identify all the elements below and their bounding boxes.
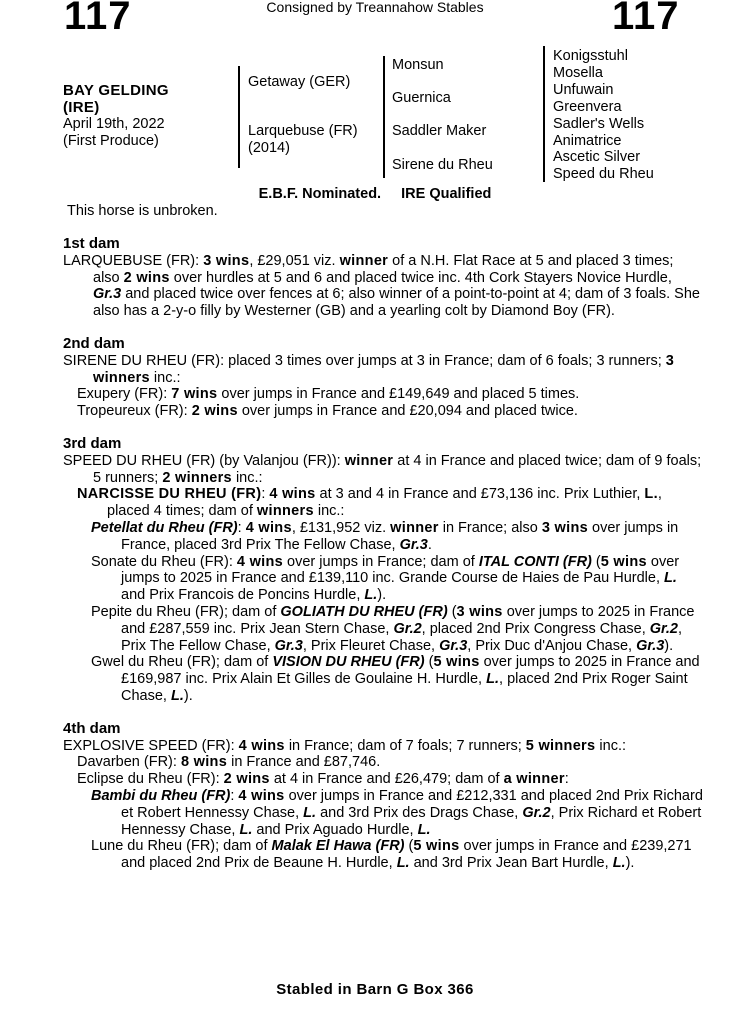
produce-entry bbox=[63, 486, 703, 520]
produce-entry bbox=[63, 520, 703, 554]
emphasis-text: Gr.2 bbox=[393, 620, 422, 637]
emphasis-text: a winner bbox=[503, 771, 565, 788]
emphasis-text: 2 winners bbox=[162, 469, 232, 486]
emphasis-text: Malak El Hawa (FR) bbox=[271, 838, 405, 855]
entry-text: Davarben (FR): bbox=[77, 754, 181, 771]
entry-text: ( bbox=[424, 654, 434, 671]
entry-text: ). bbox=[183, 687, 193, 704]
emphasis-text: Gr.3 bbox=[636, 637, 665, 654]
dam-summary bbox=[63, 738, 703, 755]
g4-name: Konigsstuhl bbox=[553, 48, 628, 64]
entry-text: inc.: bbox=[231, 469, 263, 486]
entry-text: and Prix Francois de Poncins Hurdle, bbox=[121, 587, 365, 604]
emphasis-text: 7 wins bbox=[171, 386, 218, 403]
emphasis-text: 3 wins bbox=[456, 603, 503, 620]
emphasis-text: L. bbox=[486, 671, 500, 688]
entry-text: LARQUEBUSE (FR): bbox=[63, 252, 204, 269]
emphasis-text: Gr.2 bbox=[522, 804, 551, 821]
emphasis-text: L. bbox=[664, 570, 677, 587]
entry-text: , £29,051 viz. bbox=[249, 252, 340, 269]
emphasis-text: winner bbox=[390, 519, 439, 536]
entry-text: ( bbox=[404, 838, 414, 855]
entry-text: ( bbox=[447, 603, 457, 620]
entry-text: ). bbox=[377, 587, 387, 604]
produce-entry bbox=[63, 386, 703, 403]
emphasis-text: 5 wins bbox=[600, 553, 647, 570]
entry-text: and placed twice over fences at 6; also winner of a point-to-point at 4; dam of 3 foals. She also has a 2-y-o filly by Westerner (GB) and a yearling colt by Diamond Boy (FR). bbox=[93, 286, 700, 320]
entry-text: Sonate du Rheu (FR): bbox=[91, 553, 237, 570]
ebf-note: E.B.F. Nominated. bbox=[258, 186, 382, 202]
entry-text: over jumps in France; dam of bbox=[283, 553, 479, 570]
emphasis-text: L. bbox=[170, 687, 184, 704]
emphasis-text: Gr.3 bbox=[439, 637, 468, 654]
entry-text: inc.: bbox=[313, 503, 345, 520]
g4-name: Animatrice bbox=[553, 132, 622, 149]
entry-text: Gwel du Rheu (FR); dam of bbox=[91, 654, 273, 671]
horse-details bbox=[63, 82, 169, 150]
emphasis-text: L. bbox=[303, 804, 317, 821]
pedigree-dam bbox=[248, 123, 358, 157]
emphasis-text: L. bbox=[612, 855, 626, 872]
dam-family-section bbox=[63, 236, 703, 872]
emphasis-text: GOLIATH DU RHEU (FR) bbox=[280, 603, 448, 620]
pedigree-dam-year: (2014) bbox=[248, 140, 290, 156]
emphasis-text: 4 wins bbox=[238, 787, 285, 804]
entry-text: over jumps in France and £149,649 and placed 5 times. bbox=[217, 386, 580, 403]
g4-name: Sadler's Wells bbox=[553, 115, 645, 132]
pedigree-fourth-generation bbox=[553, 48, 654, 183]
foaling-date: April 19th, 2022 bbox=[63, 116, 165, 132]
pedigree-sire-dam: Guernica bbox=[392, 90, 451, 106]
entry-text: over jumps in France and £212,331 and placed 2nd Prix Richard et Robert Hennessy Chase, bbox=[121, 787, 703, 821]
g4-name: Greenvera bbox=[553, 98, 622, 115]
entry-text: : bbox=[261, 486, 270, 503]
dam-summary bbox=[63, 253, 703, 320]
pedigree-dam-sire: Saddler Maker bbox=[392, 123, 487, 139]
entry-text: and 3rd Prix Jean Bart Hurdle, bbox=[409, 855, 613, 872]
emphasis-text: 8 wins bbox=[180, 754, 228, 771]
entry-text: over jumps in France and £239,271 and placed 2nd Prix de Beaune H. Hurdle, bbox=[121, 838, 692, 872]
entry-text: . bbox=[427, 536, 432, 553]
emphasis-text: 5 winners bbox=[525, 737, 596, 754]
entry-text: Tropeureux (FR): bbox=[77, 403, 192, 420]
pedigree-sire: Getaway (GER) bbox=[248, 74, 351, 90]
entry-text: SPEED DU RHEU (FR) (by Valanjou (FR)): bbox=[63, 452, 345, 469]
produce-entry bbox=[63, 604, 703, 654]
entry-text: : bbox=[564, 771, 569, 788]
entry-text: , placed 4 times; dam of bbox=[107, 486, 662, 520]
emphasis-text: L. bbox=[364, 587, 378, 604]
emphasis-text: 5 wins bbox=[413, 838, 460, 855]
entry-text: , placed 2nd Prix Congress Chase, bbox=[421, 620, 650, 637]
entry-text: : bbox=[237, 519, 246, 536]
entry-text: over jumps in France, placed 3rd Prix The Fellow Chase, bbox=[121, 519, 679, 553]
produce-entry bbox=[63, 554, 703, 604]
entry-text: at 3 and 4 in France and £73,136 inc. Prix Luthier, bbox=[315, 486, 645, 503]
emphasis-text: VISION DU RHEU (FR) bbox=[272, 654, 425, 671]
entry-text: inc.: bbox=[149, 369, 181, 386]
produce-entry bbox=[63, 771, 703, 788]
emphasis-text: 2 wins bbox=[191, 403, 238, 420]
entry-text: , Prix The Fellow Chase, bbox=[121, 620, 683, 654]
emphasis-text: 4 wins bbox=[245, 519, 292, 536]
pedigree-bracket-1 bbox=[238, 66, 240, 168]
entry-text: : bbox=[230, 787, 239, 804]
emphasis-text: winners bbox=[256, 503, 314, 520]
pedigree-bracket-3 bbox=[543, 46, 545, 182]
entry-text: , Prix Richard et Robert Hennessy Chase, bbox=[121, 804, 702, 838]
entry-text: at 4 in France and £26,479; dam of bbox=[269, 771, 504, 788]
entry-text: , Prix Fleuret Chase, bbox=[302, 637, 440, 654]
entry-text: in France and £87,746. bbox=[227, 754, 381, 771]
emphasis-text: Gr.3 bbox=[274, 637, 303, 654]
lot-number-left: 117 bbox=[64, 0, 132, 38]
emphasis-text: winner bbox=[344, 452, 394, 469]
pedigree-sire-sire: Monsun bbox=[392, 57, 444, 73]
emphasis-text: Gr.2 bbox=[649, 620, 678, 637]
entry-text: over hurdles at 5 and 6 and placed twice inc. 4th Cork Stayers Novice Hurdle, bbox=[169, 269, 672, 286]
entry-text: , Prix Duc d'Anjou Chase, bbox=[467, 637, 637, 654]
emphasis-text: L. bbox=[239, 821, 253, 838]
emphasis-text: 2 wins bbox=[223, 771, 270, 788]
emphasis-text: 3 wins bbox=[541, 519, 588, 536]
emphasis-text: Gr.3 bbox=[93, 286, 122, 303]
entry-text: in France; also bbox=[438, 519, 542, 536]
emphasis-text: 3 wins bbox=[203, 252, 250, 269]
entry-text: and 3rd Prix des Drags Chase, bbox=[316, 804, 523, 821]
dam-summary bbox=[63, 353, 703, 387]
qualification-notes bbox=[0, 186, 750, 202]
pedigree-bracket-2 bbox=[383, 56, 385, 178]
dam-heading: 4th dam bbox=[63, 719, 121, 737]
lot-number-right: 117 bbox=[612, 0, 680, 38]
emphasis-text: 5 wins bbox=[433, 654, 480, 671]
entry-text: SIRENE DU RHEU (FR): placed 3 times over jumps at 3 in France; dam of 6 foals; 3 runners; bbox=[63, 352, 666, 369]
entry-text: over jumps to 2025 in France and £287,559 inc. Prix Jean Stern Chase, bbox=[121, 603, 695, 637]
entry-text: Lune du Rheu (FR); dam of bbox=[91, 838, 272, 855]
entry-text: in France; dam of 7 foals; 7 runners; bbox=[284, 737, 526, 754]
emphasis-text: L. bbox=[396, 855, 410, 872]
entry-text: over jumps in France and £20,094 and placed twice. bbox=[237, 403, 578, 420]
emphasis-text: Gr.3 bbox=[399, 536, 428, 553]
emphasis-text: 4 wins bbox=[236, 553, 284, 570]
produce-entry bbox=[63, 754, 703, 771]
consignor: Consigned by Treannahow Stables bbox=[266, 0, 484, 15]
horse-description: BAY GELDING bbox=[63, 82, 169, 99]
emphasis-text: 2 wins bbox=[123, 269, 170, 286]
pedigree-dam-name: Larquebuse (FR) bbox=[248, 123, 358, 139]
produce-entry bbox=[63, 403, 703, 420]
dam-heading: 2nd dam bbox=[63, 334, 125, 352]
entry-text: Eclipse du Rheu (FR): bbox=[77, 771, 224, 788]
dam-heading: 3rd dam bbox=[63, 434, 122, 452]
emphasis-text: 4 wins bbox=[269, 486, 316, 503]
dam-heading: 1st dam bbox=[63, 235, 120, 252]
entry-text: over jumps to 2025 in France and £139,110 inc. Grande Course de Haies de Pau Hurdle, bbox=[121, 553, 680, 587]
entry-text: at 4 in France and placed twice; dam of 9 foals; 5 runners; bbox=[93, 452, 702, 486]
unbroken-note: This horse is unbroken. bbox=[67, 203, 218, 219]
entry-text: EXPLOSIVE SPEED (FR): bbox=[63, 737, 239, 754]
produce-entry bbox=[63, 788, 703, 838]
produce-entry bbox=[63, 654, 703, 704]
entry-text: ). bbox=[664, 637, 674, 654]
stabling-footer: Stabled in Barn G Box 366 bbox=[276, 981, 474, 998]
horse-country: (IRE) bbox=[63, 99, 100, 116]
g4-name: Speed du Rheu bbox=[553, 166, 654, 183]
emphasis-text: NARCISSE DU RHEU (FR) bbox=[77, 486, 262, 503]
dam-summary bbox=[63, 453, 703, 487]
entry-text: Pepite du Rheu (FR); dam of bbox=[91, 603, 281, 620]
entry-text: ( bbox=[591, 553, 601, 570]
entry-text: Exupery (FR): bbox=[77, 386, 172, 403]
emphasis-text: ITAL CONTI (FR) bbox=[478, 553, 592, 570]
emphasis-text: Bambi du Rheu (FR) bbox=[91, 787, 231, 804]
emphasis-text: L. bbox=[417, 821, 431, 838]
emphasis-text: 3 winners bbox=[93, 352, 675, 386]
g4-name: Unfuwain bbox=[553, 81, 614, 98]
entry-text: ). bbox=[625, 855, 635, 872]
entry-text: , placed 2nd Prix Roger Saint Chase, bbox=[121, 671, 688, 704]
entry-text: , £131,952 viz. bbox=[291, 519, 391, 536]
ire-note: IRE Qualified bbox=[401, 186, 492, 202]
produce-note: (First Produce) bbox=[63, 133, 159, 149]
entry-text: of a N.H. Flat Race at 5 and placed 3 times; also bbox=[93, 252, 674, 286]
emphasis-text: 4 wins bbox=[238, 737, 285, 754]
emphasis-text: Petellat du Rheu (FR) bbox=[91, 519, 238, 536]
produce-entry bbox=[63, 838, 703, 872]
entry-text: over jumps to 2025 in France and £169,987 inc. Prix Alain Et Gilles de Goulaine H. Hurdle, bbox=[121, 654, 700, 688]
pedigree-dam-dam: Sirene du Rheu bbox=[392, 157, 493, 173]
entry-text: and Prix Aguado Hurdle, bbox=[252, 821, 418, 838]
emphasis-text: L. bbox=[644, 486, 658, 503]
entry-text: inc.: bbox=[595, 737, 626, 754]
emphasis-text: winner bbox=[339, 252, 389, 269]
g4-name: Mosella bbox=[553, 64, 603, 81]
g4-name: Ascetic Silver bbox=[553, 149, 641, 166]
